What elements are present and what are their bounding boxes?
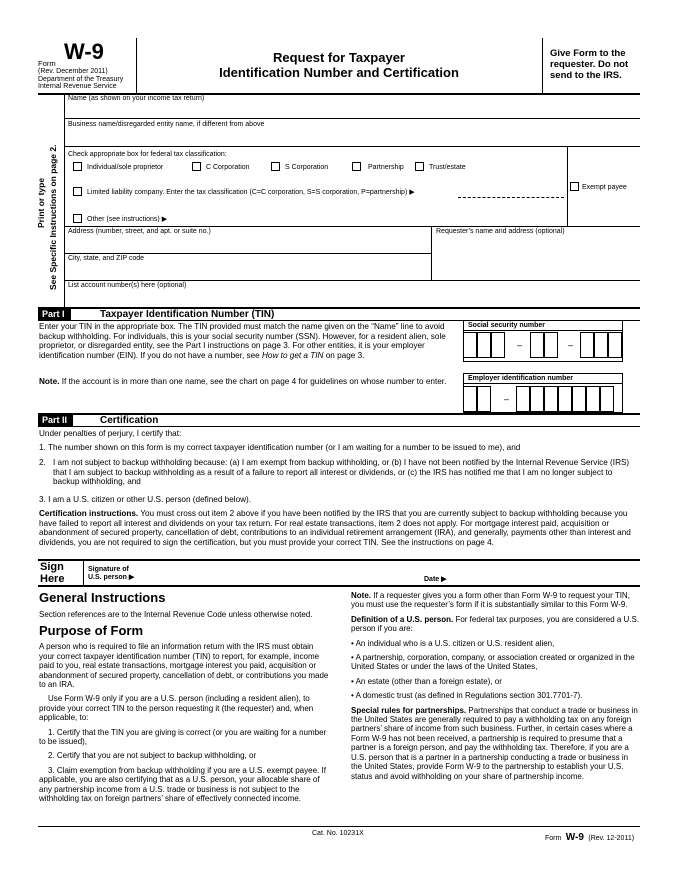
address-field[interactable] bbox=[65, 227, 431, 253]
left-column bbox=[39, 590, 331, 804]
tin-note-label: Note. bbox=[39, 377, 60, 386]
signature-label bbox=[88, 566, 134, 582]
partnership-rules bbox=[351, 706, 640, 781]
ein-digit-1[interactable] bbox=[463, 386, 477, 412]
department: Department of the Treasury bbox=[38, 76, 124, 83]
cert-instructions-text: You must cross out item 2 above if you have been notified by the IRS that you are currently subject to backup withholding because you have failed to report all interest and dividends on your tax return. For real estate transactions, item 2 does not apply. For mortgage interest paid, acquisition or abandonment of secured property, cancellation of debt, contributions to an individual retirement arrangement (IRA), and generally, payments other than interest and dividends, you are not required to sign the certification, but you must provide your correct TIN. See the instructions on page 4. bbox=[39, 509, 631, 547]
other-label: Other (see instructions) ▶ bbox=[87, 216, 168, 223]
other-input[interactable] bbox=[182, 212, 564, 224]
form-title bbox=[136, 50, 542, 80]
signature-line-2: U.S. person ▶ bbox=[88, 574, 135, 581]
llc-classification-input[interactable] bbox=[458, 190, 564, 198]
footer-form-number: W-9 bbox=[565, 832, 584, 843]
ssn-digit-3[interactable] bbox=[491, 332, 505, 358]
tin-note bbox=[39, 377, 449, 387]
s-corporation-checkbox[interactable] bbox=[271, 162, 280, 171]
cert-instructions bbox=[39, 509, 639, 547]
requester-field[interactable] bbox=[432, 227, 640, 280]
ein-digit-7[interactable] bbox=[572, 386, 586, 412]
right-note-text: If a requester gives you a form other than Form W-9 to request your TIN, you must use the requester’s form if it is substantially similar to this Form W-9. bbox=[351, 591, 630, 610]
c-corporation-checkbox[interactable] bbox=[192, 162, 201, 171]
exempt-payee-label: Exempt payee bbox=[582, 184, 627, 191]
llc-checkbox[interactable] bbox=[73, 187, 82, 196]
account-number-field[interactable] bbox=[65, 281, 640, 308]
ssn-dash-2: – bbox=[568, 340, 574, 350]
part2-title: Certification bbox=[100, 415, 159, 426]
partnership-rules-label: Special rules for partnerships. bbox=[351, 705, 467, 715]
part2-label: Part II bbox=[38, 415, 73, 426]
form-word: Form bbox=[38, 59, 56, 68]
address-label: Address (number, street, and apt. or suite no.) bbox=[68, 228, 211, 235]
ein-digit-6[interactable] bbox=[558, 386, 572, 412]
ein-dash: – bbox=[504, 394, 510, 404]
cert-item-2-num: 2. bbox=[39, 458, 46, 467]
title-line-2: Identification Number and Certification bbox=[219, 65, 459, 80]
footer-form-word: Form bbox=[545, 835, 562, 842]
definition-text: For federal tax purposes, you are considered a U.S. person if you are: bbox=[351, 614, 640, 634]
right-note-label: Note. bbox=[351, 591, 371, 600]
individual-checkbox[interactable] bbox=[73, 162, 82, 171]
ssn-digit-4[interactable] bbox=[530, 332, 544, 358]
general-intro: Section references are to the Internal Revenue Code unless otherwise noted. bbox=[39, 610, 313, 619]
give-form-line-3: send to the IRS. bbox=[550, 70, 622, 81]
general-instructions-heading: General Instructions bbox=[39, 590, 166, 605]
cert-instructions-label: Certification instructions. bbox=[39, 509, 139, 518]
tin-para-italic: How to get a TIN bbox=[262, 350, 324, 360]
sign-word: Sign bbox=[40, 561, 64, 573]
sidebar-see-instructions: See Specific Instructions on page 2. bbox=[48, 144, 58, 290]
tin-para-text: Enter your TIN in the appropriate box. The TIN provided must match the name given on the “Name” line to avoid backup withholding. For individuals, this is your social security number (SSN). However, for a resident alien, sole proprietor, or disregarded entity, see the Part I instructions on page 3. For other entities, it is your employer identification number (EIN). If you do not have a number, see bbox=[39, 322, 446, 360]
part1-title: Taxpayer Identification Number (TIN) bbox=[100, 309, 275, 320]
tin-para-end: on page 3. bbox=[323, 350, 365, 360]
exempt-payee-checkbox[interactable] bbox=[570, 182, 579, 191]
signature-field[interactable] bbox=[140, 563, 420, 584]
requester-form-note bbox=[351, 591, 640, 610]
city-state-zip-field[interactable] bbox=[65, 254, 431, 280]
cert-intro: Under penalties of perjury, I certify that: bbox=[39, 429, 182, 438]
tin-note-text: If the account is in more than one name, see the chart on page 4 for guidelines on whose number to enter. bbox=[59, 377, 447, 386]
purpose-para-5: 3. Claim exemption from backup withholding if you are a U.S. exempt payee. If applicable, you are also certifying that as a U.S. person, your allocable share of any partnership income from a U.S. trade or business is not subject to the withholding tax on foreign partners’ share of effectively connected income. bbox=[39, 765, 326, 804]
business-name-field[interactable] bbox=[65, 119, 640, 146]
other-checkbox[interactable] bbox=[73, 214, 82, 223]
date-label: Date ▶ bbox=[424, 576, 447, 583]
ssn-digit-2[interactable] bbox=[477, 332, 491, 358]
c-corporation-label: C Corporation bbox=[206, 164, 250, 171]
requester-label: Requester’s name and address (optional) bbox=[436, 228, 565, 235]
definition-label: Definition of a U.S. person. bbox=[351, 614, 454, 624]
ein-digit-4[interactable] bbox=[530, 386, 544, 412]
ein-digit-5[interactable] bbox=[544, 386, 558, 412]
service: Internal Revenue Service bbox=[38, 83, 117, 90]
cert-item-1: 1. The number shown on this form is my correct taxpayer identification number (or I am waiting for a number to be issued to me), and bbox=[39, 443, 521, 452]
purpose-heading: Purpose of Form bbox=[39, 623, 144, 639]
purpose-para-3: 1. Certify that the TIN you are giving is correct (or you are waiting for a number to be issued), bbox=[39, 727, 327, 747]
here-word: Here bbox=[40, 573, 65, 585]
us-person-bullet-4: • A domestic trust (as defined in Regulations section 301.7701-7). bbox=[351, 691, 583, 701]
purpose-para-4: 2. Certify that you are not subject to backup withholding, or bbox=[48, 751, 257, 761]
ssn-digit-1[interactable] bbox=[463, 332, 477, 358]
right-column bbox=[351, 591, 640, 781]
us-person-bullet-1: • An individual who is a U.S. citizen or U.S. resident alien, bbox=[351, 638, 555, 648]
give-form-line-2: requester. Do not bbox=[550, 59, 629, 70]
ssn-label: Social security number bbox=[468, 322, 546, 329]
tin-instructions bbox=[39, 322, 449, 360]
form-number: W-9 bbox=[64, 39, 104, 64]
us-person-bullet-3: • An estate (other than a foreign estate), or bbox=[351, 676, 502, 686]
trust-estate-checkbox[interactable] bbox=[415, 162, 424, 171]
ein-digit-2[interactable] bbox=[477, 386, 491, 412]
name-label: Name (as shown on your income tax return) bbox=[68, 95, 205, 102]
partnership-checkbox[interactable] bbox=[352, 162, 361, 171]
sidebar-print-type: Print or type bbox=[36, 177, 46, 228]
signature-line-1: Signature of bbox=[88, 566, 129, 573]
us-person-definition bbox=[351, 615, 640, 634]
purpose-para-1: A person who is required to file an information return with the IRS must obtain your correct taxpayer identification number (TIN) to report, for example, income paid to you, real estate transactions, mortgage interest you paid, acquisition or abandonment of secured property, cancellation of debt, or contributions you made to an IRA. bbox=[39, 642, 329, 690]
form-header bbox=[38, 38, 640, 94]
llc-label: Limited liability company. Enter the tax classification (C=C corporation, S=S corporation, P=partnership) ▶ bbox=[87, 189, 415, 196]
s-corporation-label: S Corporation bbox=[285, 164, 329, 171]
part1-label: Part I bbox=[38, 309, 71, 320]
classification-label: Check appropriate box for federal tax classification: bbox=[68, 151, 227, 158]
partnership-rules-text: Partnerships that conduct a trade or business in the United States are generally required to pay a withholding tax on any foreign partners’ share of income from such business. Further, in certain cases where a Form W-9 has not been received, a partnership is required to presume that a partner is a foreign person, and pay the withholding tax. Therefore, if you are a U.S. person that is a partner in a partnership conducting a trade or business in the United States, provide Form W-9 to the partnership to establish your U.S. status and avoid withholding on your share of partnership income. bbox=[351, 705, 638, 781]
cert-item-3: 3. I am a U.S. citizen or other U.S. person (defined below). bbox=[39, 495, 252, 504]
trust-estate-label: Trust/estate bbox=[429, 164, 466, 171]
ein-digit-8[interactable] bbox=[586, 386, 600, 412]
individual-label: Individual/sole proprietor bbox=[87, 164, 164, 171]
date-field[interactable] bbox=[452, 563, 638, 584]
ein-label: Employer identification number bbox=[468, 375, 574, 382]
us-person-bullet-2: • A partnership, corporation, company, or association created or organized in the United States or under the laws of the United States, bbox=[351, 653, 635, 672]
give-form-note bbox=[550, 48, 628, 81]
account-label: List account number(s) here (optional) bbox=[68, 282, 187, 289]
name-field[interactable] bbox=[65, 94, 640, 118]
ein-digit-9[interactable] bbox=[600, 386, 614, 412]
title-line-1: Request for Taxpayer bbox=[273, 50, 405, 65]
ssn-digit-8[interactable] bbox=[608, 332, 622, 358]
ssn-dash-1: – bbox=[517, 340, 523, 350]
partnership-label: Partnership bbox=[368, 164, 404, 171]
ssn-digit-5[interactable] bbox=[544, 332, 558, 358]
sign-here bbox=[40, 561, 64, 585]
ein-digit-3[interactable] bbox=[516, 386, 530, 412]
catalog-number: Cat. No. 10231X bbox=[312, 830, 364, 837]
give-form-line-1: Give Form to the bbox=[550, 48, 626, 59]
form-revision: (Rev. December 2011) bbox=[38, 68, 108, 75]
purpose-para-2: Use Form W-9 only if you are a U.S. person (including a resident alien), to provide your correct TIN to the person requesting it (the requester) and, when applicable, to: bbox=[39, 694, 314, 723]
ssn-digit-7[interactable] bbox=[594, 332, 608, 358]
business-name-label: Business name/disregarded entity name, if different from above bbox=[68, 121, 265, 128]
cert-item-2: I am not subject to backup withholding because: (a) I am exempt from backup withholding, or (b) I have not been notified by the Internal Revenue Service (IRS) that I am subject to backup withholding as a result of a failure to report all interest or dividends, or (c) the IRS has notified me that I am no longer subject to backup withholding, and bbox=[53, 458, 630, 487]
footer-revision: (Rev. 12-2011) bbox=[588, 835, 635, 842]
ssn-digit-6[interactable] bbox=[580, 332, 594, 358]
footer-form-id bbox=[545, 827, 634, 845]
city-label: City, state, and ZIP code bbox=[68, 255, 145, 262]
